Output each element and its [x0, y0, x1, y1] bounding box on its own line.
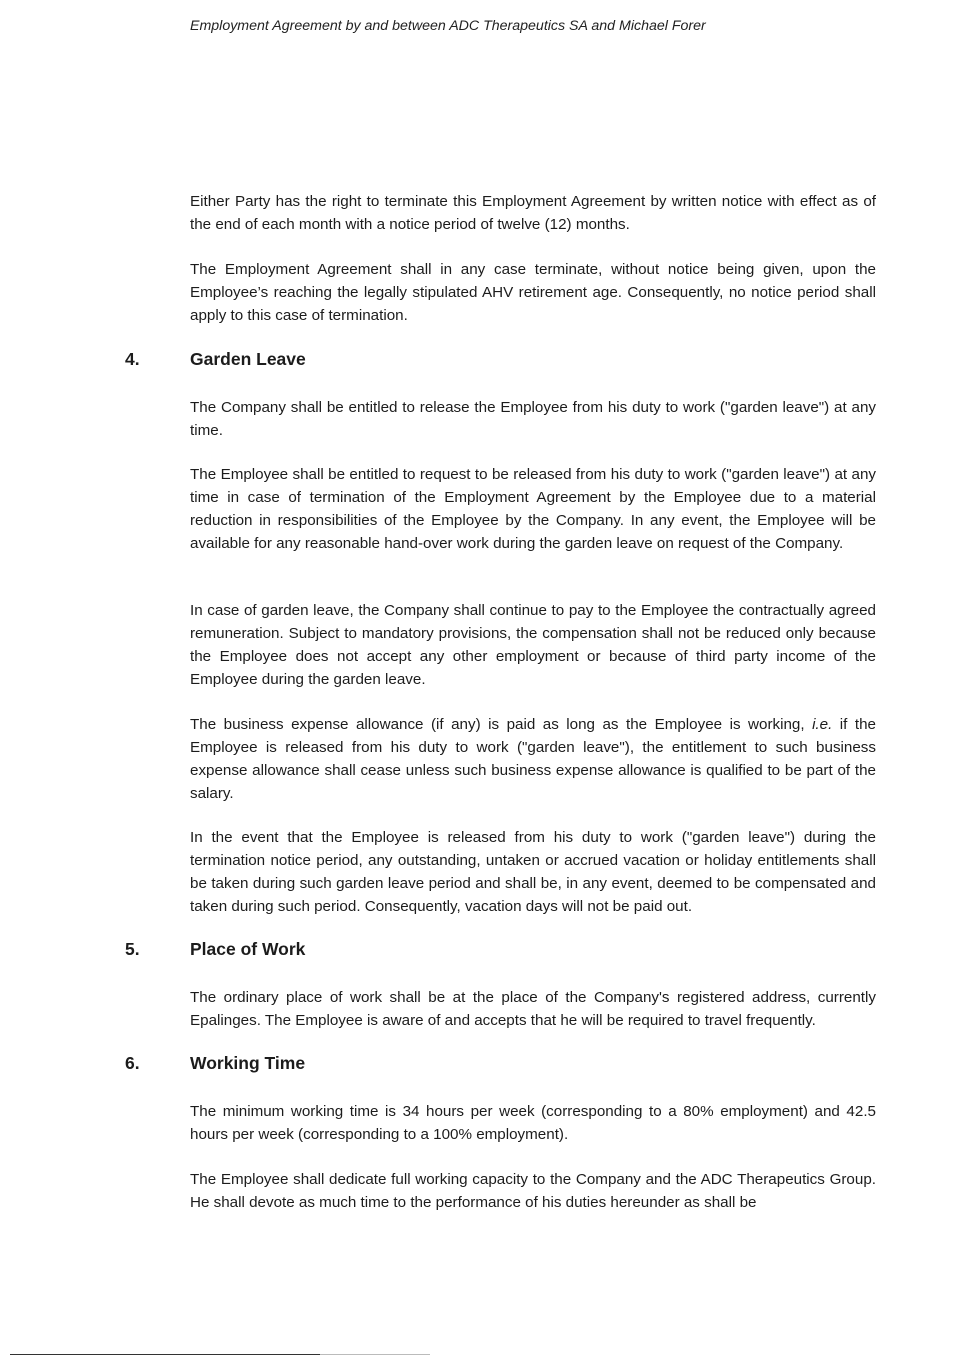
- paragraph: Either Party has the right to terminate this Employment Agreement by written notice with effect as of the end of each month with a notice period of twelve (12) months.: [190, 193, 876, 233]
- paragraph-expense-allowance: [190, 713, 876, 805]
- paragraph: The ordinary place of work shall be at the place of the Company's registered address, currently Epalinges. The Employee is aware of and accepts that he will be required to travel frequently.: [190, 989, 876, 1029]
- section-title: Working Time: [190, 1053, 306, 1073]
- paragraph: The Company shall be entitled to release the Employee from his duty to work ("garden leave") at any time.: [190, 399, 876, 439]
- section-heading-working-time: [0, 1053, 968, 1081]
- section-paragraph-block: [190, 396, 876, 442]
- emphasis-text: i.e.: [812, 716, 833, 733]
- text-run: if the Employee is released from his duty to work ("garden leave"), the entitlement to such business expense allowance shall cease unless such business expense allowance is qualified to be part of the salary.: [190, 716, 876, 802]
- paragraph: In case of garden leave, the Company shall continue to pay to the Employee the contractually agreed remuneration. Subject to mandatory provisions, the compensation shall not be reduced only because the Employee does not accept any other employment or because of third party income of the Employee during the garden leave.: [190, 602, 876, 688]
- section-number: 5.: [125, 939, 140, 959]
- section-paragraph-block: [190, 713, 876, 805]
- section-number: 6.: [125, 1053, 140, 1073]
- section-paragraph-block: [190, 986, 876, 1032]
- text-run: The business expense allowance (if any) is paid as long as the Employee is working,: [190, 716, 813, 733]
- intro-block: [190, 190, 876, 236]
- paragraph: In the event that the Employee is released from his duty to work ("garden leave") during the termination notice period, any outstanding, untaken or accrued vacation or holiday entitlements shall be taken during such garden leave period and shall be, in any event, deemed to be compensated and taken during such period. Consequently, vacation days will not be paid out.: [190, 829, 876, 915]
- section-paragraph-block: [190, 599, 876, 691]
- intro-block: [190, 258, 876, 327]
- section-heading-place-of-work: [0, 939, 968, 967]
- section-paragraph-block: [190, 826, 876, 918]
- section-title: Place of Work: [190, 939, 306, 959]
- paragraph: The minimum working time is 34 hours per week (corresponding to a 80% employment) and 42.5 hours per week (corresponding to a 100% employment).: [190, 1103, 876, 1143]
- paragraph: The Employee shall dedicate full working capacity to the Company and the ADC Therapeutics Group. He shall devote as much time to the performance of his duties hereunder as shall be: [190, 1171, 876, 1211]
- section-title: Garden Leave: [190, 349, 306, 369]
- section-paragraph-block: [190, 1168, 876, 1214]
- footer-rule-fade: [320, 1354, 430, 1355]
- running-header: Employment Agreement by and between ADC Therapeutics SA and Michael Forer: [190, 18, 706, 34]
- section-number: 4.: [125, 349, 140, 369]
- section-paragraph-block: [190, 1100, 876, 1146]
- paragraph: The Employment Agreement shall in any case terminate, without notice being given, upon the Employee’s reaching the legally stipulated AHV retirement age. Consequently, no notice period shall apply to this case of termination.: [190, 261, 876, 324]
- section-heading-garden-leave: [0, 349, 968, 377]
- section-paragraph-block: [190, 463, 876, 555]
- paragraph: The Employee shall be entitled to request to be released from his duty to work ("garden leave") at any time in case of termination of the Employment Agreement by the Employee due to a material reduction in responsibilities of the Employee by the Company. In any event, the Employee will be available for any reasonable hand-over work during the garden leave on request of the Company.: [190, 466, 876, 552]
